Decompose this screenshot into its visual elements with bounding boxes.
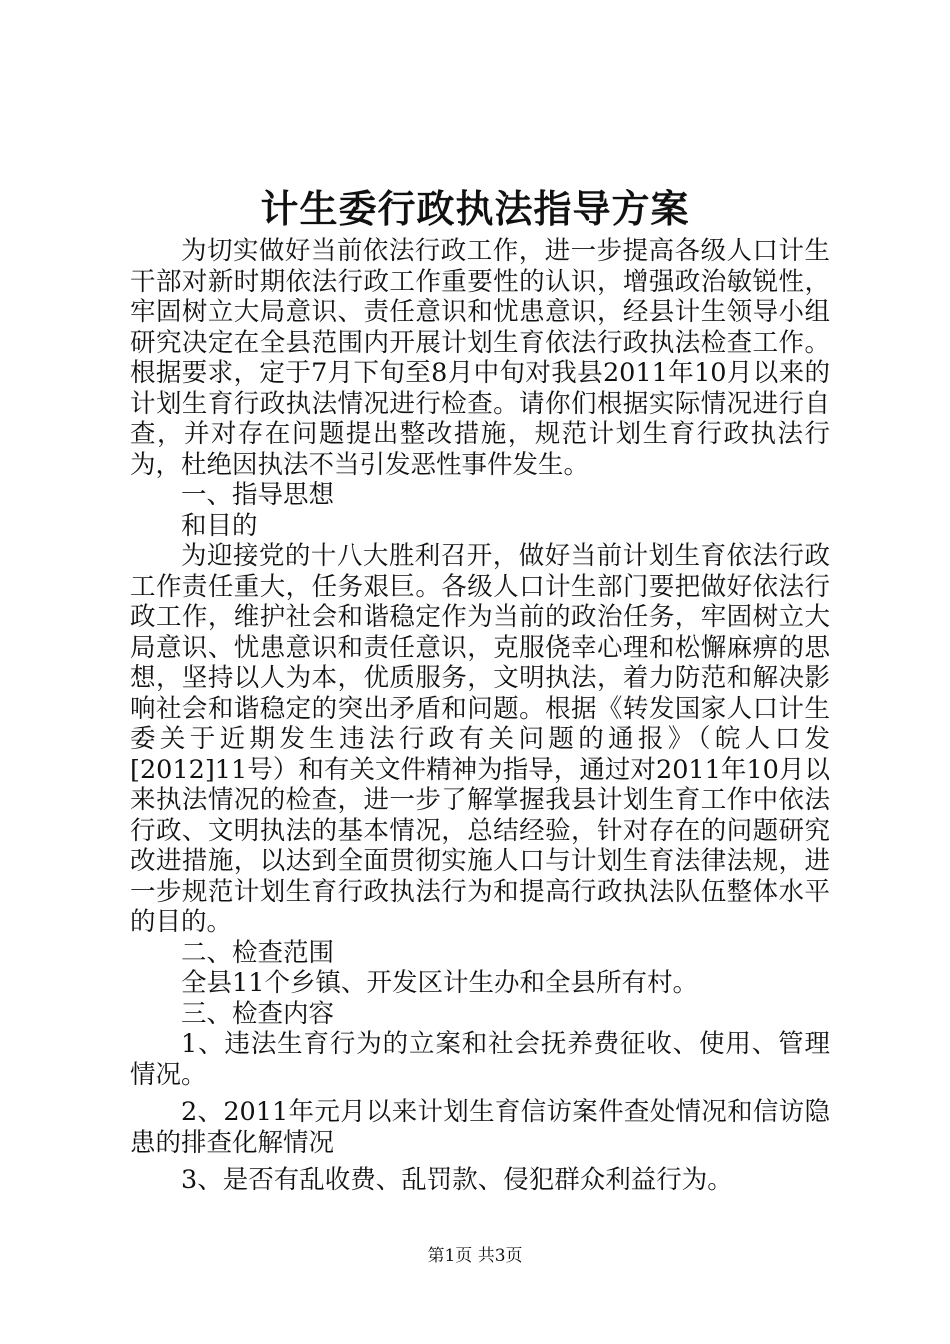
page-footer: 第1页 共3页: [427, 1246, 523, 1266]
heading-inspection-content: 三、检查内容: [181, 998, 335, 1029]
paragraph-inspection-scope: 全县11个乡镇、开发区计生办和全县所有村。: [181, 968, 698, 998]
paragraph-guiding-thought: 为迎接党的十八大胜利召开，做好当前计划生育依法行政工作责任重大，任务艰巨。各级人口计生部门要把做好依法行政工作，维护社会和谐稳定作为当前的政治任务，牢固树立大局意识、忧患意识和责任意识，克服侥幸心理和松懈麻痹的思想，坚持以人为本，优质服务，文明执法，着力防范和解决影响社会和谐稳定的突出矛盾和问题。根据《转发国家人口计生委关于近期发生违法行政有关问题的通报》（皖人口发[2012]11号）和有关文件精神为指导，通过对2011年10月以来执法情况的检查，进一步了解掌握我县计划生育工作中依法行政、文明执法的基本情况，总结经验，针对存在的问题研究改进措施，以达到全面贯彻实施人口与计划生育法律法规，进一步规范计划生育行政执法行为和提高行政执法队伍整体水平的目的。: [130, 541, 830, 937]
heading-inspection-scope: 二、检查范围: [181, 937, 335, 968]
document-title: 计生委行政执法指导方案: [260, 186, 690, 231]
heading-guiding-thought-continued: 和目的: [181, 510, 258, 541]
paragraph-intro: 为切实做好当前依法行政工作，进一步提高各级人口计生干部对新时期依法行政工作重要性的认识，增强政治敏锐性，牢固树立大局意识、责任意识和忧患意识，经县计生领导小组研究决定在全县范围内开展计划生育依法行政执法检查工作。根据要求，定于7月下旬至8月中旬对我县2011年10月以来的计划生育行政执法情况进行检查。请你们根据实际情况进行自查，并对存在问题提出整改措施，规范计划生育行政执法行为，杜绝因执法不当引发恶性事件发生。: [130, 236, 830, 480]
list-item-content-1: 1、违法生育行为的立案和社会抚养费征收、使用、管理情况。: [130, 1029, 830, 1090]
list-item-content-3: 3、是否有乱收费、乱罚款、侵犯群众利益行为。: [181, 1165, 733, 1195]
document-body: [130, 236, 830, 1196]
heading-guiding-thought: 一、指导思想: [181, 480, 335, 510]
list-item-content-2: 2、2011年元月以来计划生育信访案件查处情况和信访隐患的排查化解情况: [130, 1097, 830, 1158]
